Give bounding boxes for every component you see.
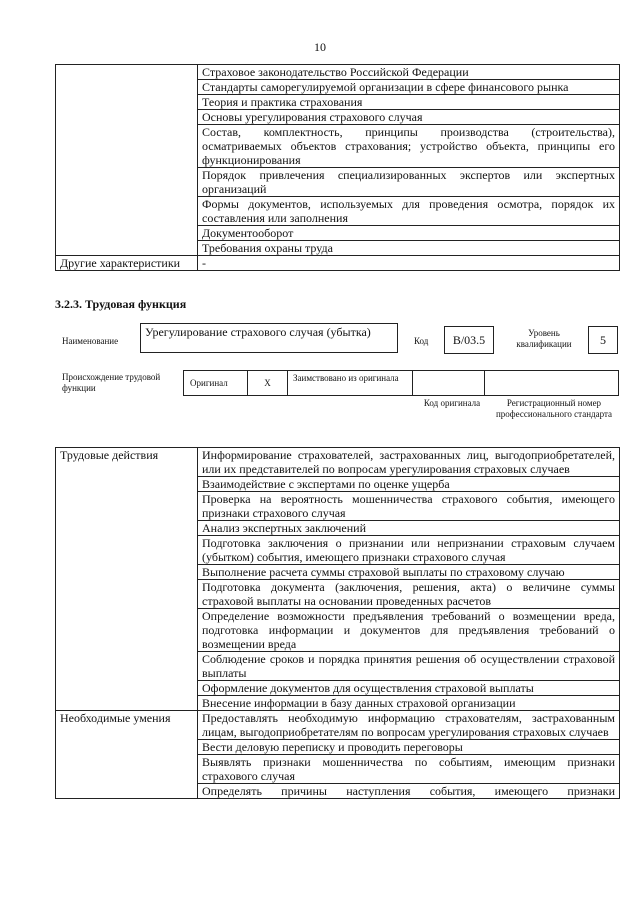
other-characteristics-value: - [198, 256, 620, 271]
knowledge-item: Порядок привлечения специализированных экспертов или экспертных организаций [198, 168, 620, 197]
labor-action-item: Подготовка заключения о признании или непризнании страховым случаем (убытком) события, имеющего признаки страхового случая [198, 536, 620, 565]
knowledge-table [55, 64, 620, 271]
knowledge-item: Основы урегулирования страхового случая [198, 110, 620, 125]
labor-action-item: Взаимодействие с экспертами по оценке ущерба [198, 477, 620, 492]
section-title: 3.2.3. Трудовая функция [55, 297, 187, 311]
labor-action-item: Выполнение расчета суммы страховой выплаты по страховому случаю [198, 565, 620, 580]
table-row [56, 448, 620, 477]
qualification-level-label: Уровень квалификации [516, 328, 572, 349]
original-label: Оригинал [184, 371, 248, 395]
name-label: Наименование [62, 336, 119, 346]
knowledge-item: Требования охраны труда [198, 241, 620, 256]
table-row [56, 256, 620, 271]
table-row [56, 65, 620, 80]
labor-actions-label: Трудовые действия [56, 448, 198, 711]
labor-action-item: Подготовка документа (заключения, решения, акта) о величине суммы страховой выплаты на основании проведенных расчетов [198, 580, 620, 609]
knowledge-item: Стандарты саморегулируемой организации в сфере финансового рынка [198, 80, 620, 95]
labor-action-item: Оформление документов для осуществления страховой выплаты [198, 681, 620, 696]
function-name-box: Урегулирование страхового случая (убытка) [140, 323, 398, 353]
required-skills-label: Необходимые умения [56, 711, 198, 799]
knowledge-item: Документооборот [198, 226, 620, 241]
code-value-box: B/03.5 [444, 326, 494, 354]
skill-item: Выявлять признаки мошенничества по событиям, имеющим признаки страхового случая [198, 755, 620, 784]
knowledge-item: Страховое законодательство Российской Федерации [198, 65, 620, 80]
origin-label: Происхождение трудовой функции [62, 372, 161, 393]
code-label: Код [414, 336, 429, 346]
knowledge-item: Состав, комплектность, принципы производства (строительства), осматриваемых объектов страхования; устройство объекта, принципы его функционирования [198, 125, 620, 168]
borrowed-label: Заимствовано из оригинала [288, 371, 413, 395]
skill-item: Определять причины наступления события, имеющего признаки [198, 784, 620, 799]
knowledge-item: Формы документов, используемых для проведения осмотра, порядок их составления или заполнения [198, 197, 620, 226]
table-row [56, 711, 620, 740]
labor-action-item: Проверка на вероятность мошенничества страхового события, имеющего признаки страхового случая [198, 492, 620, 521]
other-characteristics-label: Другие характеристики [56, 256, 198, 271]
origin-row [183, 370, 619, 396]
qualification-level-box: 5 [588, 326, 618, 354]
registration-number-caption: Регистрационный номер профессионального стандарта [495, 398, 613, 419]
labor-action-item: Информирование страхователей, застрахованных лиц, выгодоприобретателей, или их представителей по вопросам урегулирования страховых случаев [198, 448, 620, 477]
original-mark: X [248, 371, 288, 395]
original-code-caption: Код оригинала [423, 398, 481, 408]
page-number: 10 [314, 40, 326, 54]
knowledge-item: Теория и практика страхования [198, 95, 620, 110]
labor-function-table [55, 447, 620, 799]
labor-action-item: Внесение информации в базу данных страховой организации [198, 696, 620, 711]
labor-action-item: Анализ экспертных заключений [198, 521, 620, 536]
labor-action-item: Соблюдение сроков и порядка принятия решения об осуществлении страховой выплаты [198, 652, 620, 681]
label-cell [56, 65, 198, 256]
skill-item: Предоставлять необходимую информацию страхователям, застрахованным лицам, выгодоприобретателям по вопросам урегулирования страховых случаев [198, 711, 620, 740]
labor-action-item: Определение возможности предъявления требований о возмещении вреда, подготовка информации и документов для предъявления требований о возмещении вреда [198, 609, 620, 652]
original-code-cell [413, 371, 485, 395]
skill-item: Вести деловую переписку и проводить переговоры [198, 740, 620, 755]
registration-number-cell [485, 371, 618, 395]
